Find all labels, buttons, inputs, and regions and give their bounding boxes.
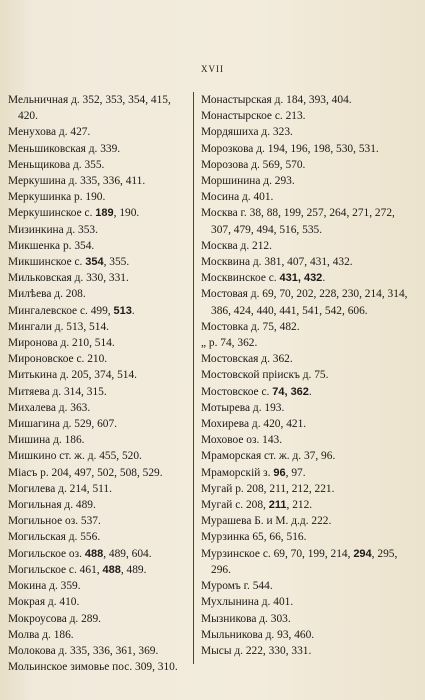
index-entry — [201, 319, 412, 335]
index-entry — [8, 481, 190, 497]
entry-text: Мотырева д. 193. — [201, 401, 285, 414]
index-entry — [8, 384, 190, 400]
entry-text: Мугай р. 208, 211, 212, 221. — [201, 482, 335, 495]
index-entry — [8, 643, 190, 659]
entry-text: , 355. — [103, 256, 130, 269]
index-entry — [8, 432, 190, 448]
entry-text: Молокова д. 335, 336, 361, 369. — [8, 644, 159, 657]
index-entry — [8, 400, 190, 416]
index-entry — [8, 513, 190, 529]
entry-text: , 97. — [285, 466, 306, 479]
index-entry — [8, 173, 190, 189]
entry-text: Морозова д. 569, 570. — [201, 158, 306, 171]
index-entry — [201, 189, 412, 205]
entry-text: Моршинина д. 293. — [201, 175, 295, 188]
bold-page-ref: 431, 432 — [279, 272, 323, 285]
entry-text: Муромъ г. 544. — [201, 580, 273, 593]
entry-text: , 489. — [120, 563, 147, 576]
index-entry — [8, 286, 190, 302]
entry-text: Меркушинка р. 190. — [8, 191, 106, 204]
index-entry — [201, 141, 412, 157]
index-entry — [8, 497, 190, 513]
index-entry — [8, 546, 190, 562]
entry-text: Мишкино ст. ж. д. 455, 520. — [8, 450, 142, 463]
entry-text: . — [131, 304, 135, 317]
index-entry — [201, 351, 412, 367]
entry-text: Мостовка д. 75, 482. — [201, 320, 300, 333]
entry-text: Мраморская ст. ж. д. 37, 96. — [201, 450, 336, 463]
entry-text: Морозкова д. 194, 196, 198, 530, 531. — [201, 142, 379, 155]
entry-text: Михалева д. 363. — [8, 401, 91, 414]
entry-text: , 295, 296. — [211, 547, 398, 576]
index-entry — [201, 643, 412, 659]
index-entry — [201, 238, 412, 254]
entry-text: Монастырская д. 184, 393, 404. — [201, 94, 352, 106]
index-entry — [201, 546, 412, 578]
bold-page-ref: 488 — [102, 563, 121, 576]
entry-text: Могильское оз. — [8, 547, 85, 560]
entry-text: , 489, 604. — [103, 547, 152, 560]
index-entry — [201, 286, 412, 318]
entry-text: Мызникова д. 303. — [201, 612, 291, 625]
index-entry — [201, 157, 412, 173]
entry-text: Мурашева Б. и М. д.д. 222. — [201, 515, 332, 528]
entry-text: Мокроусова д. 289. — [8, 612, 102, 625]
index-entry — [8, 465, 190, 481]
index-entry — [8, 189, 190, 205]
index-entry — [8, 141, 190, 157]
entry-text: Митяева д. 314, 315. — [8, 385, 107, 398]
entry-text: Могилева д. 214, 511. — [8, 482, 112, 495]
entry-text: Меркушинское с. — [8, 207, 96, 220]
index-entry — [201, 448, 412, 464]
index-entry — [8, 594, 190, 610]
entry-text: , 212. — [286, 499, 313, 512]
entry-text: Мизинкина д. 353. — [8, 223, 98, 236]
index-entry — [8, 92, 190, 124]
entry-text: Мингалевское с. 499, — [8, 304, 114, 317]
index-entry — [201, 205, 412, 237]
index-entry — [201, 513, 412, 529]
entry-text: Мраморскій з. — [201, 466, 274, 479]
index-entry — [201, 497, 412, 513]
index-entry — [201, 124, 412, 140]
entry-text: Мокина д. 359. — [8, 580, 81, 593]
entry-text: Мостовская д. 362. — [201, 353, 293, 366]
bold-page-ref: 96 — [273, 466, 286, 479]
entry-text: Мосина д. 401. — [201, 191, 274, 204]
entry-text: Мухлынина д. 401. — [201, 596, 294, 609]
index-entry — [8, 659, 190, 675]
index-entry — [8, 367, 190, 383]
bold-page-ref: 294 — [353, 547, 372, 560]
entry-text: Москва д. 212. — [201, 239, 272, 252]
entry-text: Міасъ р. 204, 497, 502, 508, 529. — [8, 466, 163, 479]
index-entry — [8, 303, 190, 319]
bold-page-ref: 488 — [84, 547, 104, 560]
index-entry — [8, 205, 190, 221]
bold-page-ref: 354 — [85, 256, 104, 269]
index-entry — [8, 611, 190, 627]
entry-text: Могильная д. 489. — [8, 499, 96, 512]
index-column-right — [201, 92, 412, 659]
entry-text: Мурзинское с. 69, 70, 199, 214, — [201, 547, 354, 560]
entry-text: Милѣева д. 208. — [8, 288, 86, 301]
index-entry — [8, 238, 190, 254]
entry-text: Москвина д. 381, 407, 431, 432. — [201, 256, 353, 269]
index-entry — [201, 92, 412, 108]
index-column-left — [8, 92, 190, 675]
entry-text: Мостовской пріискъ д. 75. — [201, 369, 329, 382]
page-number: XVII — [201, 64, 224, 74]
index-entry — [201, 611, 412, 627]
index-entry — [8, 351, 190, 367]
index-entry — [8, 416, 190, 432]
index-entry — [8, 529, 190, 545]
index-entry — [201, 173, 412, 189]
entry-text: Микшенка р. 354. — [8, 239, 95, 252]
bold-page-ref: 189 — [95, 207, 114, 220]
entry-text: Мироновское с. 210. — [8, 353, 108, 366]
bold-page-ref: 74, 362 — [272, 385, 309, 398]
entry-text: Мишагина д. 529, 607. — [8, 418, 118, 431]
index-entry — [201, 594, 412, 610]
entry-text: Мольинское зимовье пос. 309, 310. — [8, 661, 178, 674]
entry-text: Мильковская д. 330, 331. — [8, 272, 129, 285]
entry-text: Мугай с. 208, — [201, 499, 269, 512]
entry-text: Мокрая д. 410. — [8, 596, 80, 609]
entry-text: Могильское с. 461, — [8, 563, 103, 576]
entry-text: Мингали д. 513, 514. — [8, 320, 109, 333]
index-entry — [8, 319, 190, 335]
entry-text: Меркушина д. 335, 336, 411. — [8, 175, 146, 188]
entry-text: , 190. — [113, 207, 140, 220]
index-entry — [8, 157, 190, 173]
index-entry — [8, 124, 190, 140]
index-entry — [201, 108, 412, 124]
entry-text: Митькина д. 205, 374, 514. — [8, 369, 138, 382]
index-entry — [8, 562, 190, 578]
index-entry — [201, 367, 412, 383]
index-entry — [201, 335, 412, 351]
entry-text: Мурзинка 65, 66, 516. — [201, 531, 307, 544]
index-entry — [201, 578, 412, 594]
entry-text: . — [322, 272, 326, 285]
index-entry — [8, 254, 190, 270]
entry-text: Москва г. 38, 88, 199, 257, 264, 271, 272, 307, 479, 494, 516, 535. — [201, 207, 395, 236]
index-entry — [8, 270, 190, 286]
entry-text: Мостовая д. 69, 70, 202, 228, 230, 214, 314, 386, 424, 440, 441, 541, 542, 606. — [201, 288, 408, 317]
entry-text: Мордяшиха д. 323. — [201, 126, 293, 139]
entry-text: Мохирева д. 420, 421. — [201, 418, 307, 431]
entry-text: Менухова д. 427. — [8, 126, 91, 139]
entry-text: Молва д. 186. — [8, 628, 74, 641]
index-entry — [8, 578, 190, 594]
index-entry — [8, 627, 190, 643]
entry-text: Мыльникова д. 93, 460. — [201, 628, 315, 641]
index-entry — [201, 481, 412, 497]
entry-text: Меньщикова д. 355. — [8, 158, 105, 171]
bold-page-ref: 211 — [268, 499, 287, 512]
index-entry — [201, 627, 412, 643]
entry-text: „ р. 74, 362. — [201, 337, 258, 350]
entry-text: Мельничная д. 352, 353, 354, 415, 420. — [8, 94, 171, 123]
entry-text: Меньшиковская д. 339. — [8, 142, 121, 155]
entry-text: . — [308, 385, 312, 398]
bold-page-ref: 513 — [113, 304, 132, 317]
entry-text: Мишина д. 186. — [8, 434, 85, 447]
index-entry — [201, 270, 412, 286]
entry-text: Мостовское с. — [201, 385, 273, 398]
entry-text: Москвинское с. — [201, 272, 280, 285]
entry-text: Моховое оз. 143. — [201, 434, 283, 447]
index-entry — [201, 529, 412, 545]
entry-text: Миронова д. 210, 514. — [8, 337, 115, 350]
entry-text: Микшинское с. — [8, 256, 86, 269]
index-entry — [201, 384, 412, 400]
entry-text: Могильное оз. 537. — [8, 515, 101, 528]
column-divider — [193, 92, 194, 664]
index-entry — [201, 465, 412, 481]
entry-text: Могильская д. 556. — [8, 531, 101, 544]
index-entry — [201, 254, 412, 270]
index-entry — [8, 335, 190, 351]
index-entry — [201, 400, 412, 416]
entry-text: Мысы д. 222, 330, 331. — [201, 644, 312, 657]
index-entry — [8, 448, 190, 464]
index-entry — [201, 432, 412, 448]
index-entry — [8, 222, 190, 238]
index-entry — [201, 416, 412, 432]
entry-text: Монастырское с. 213. — [201, 110, 306, 123]
